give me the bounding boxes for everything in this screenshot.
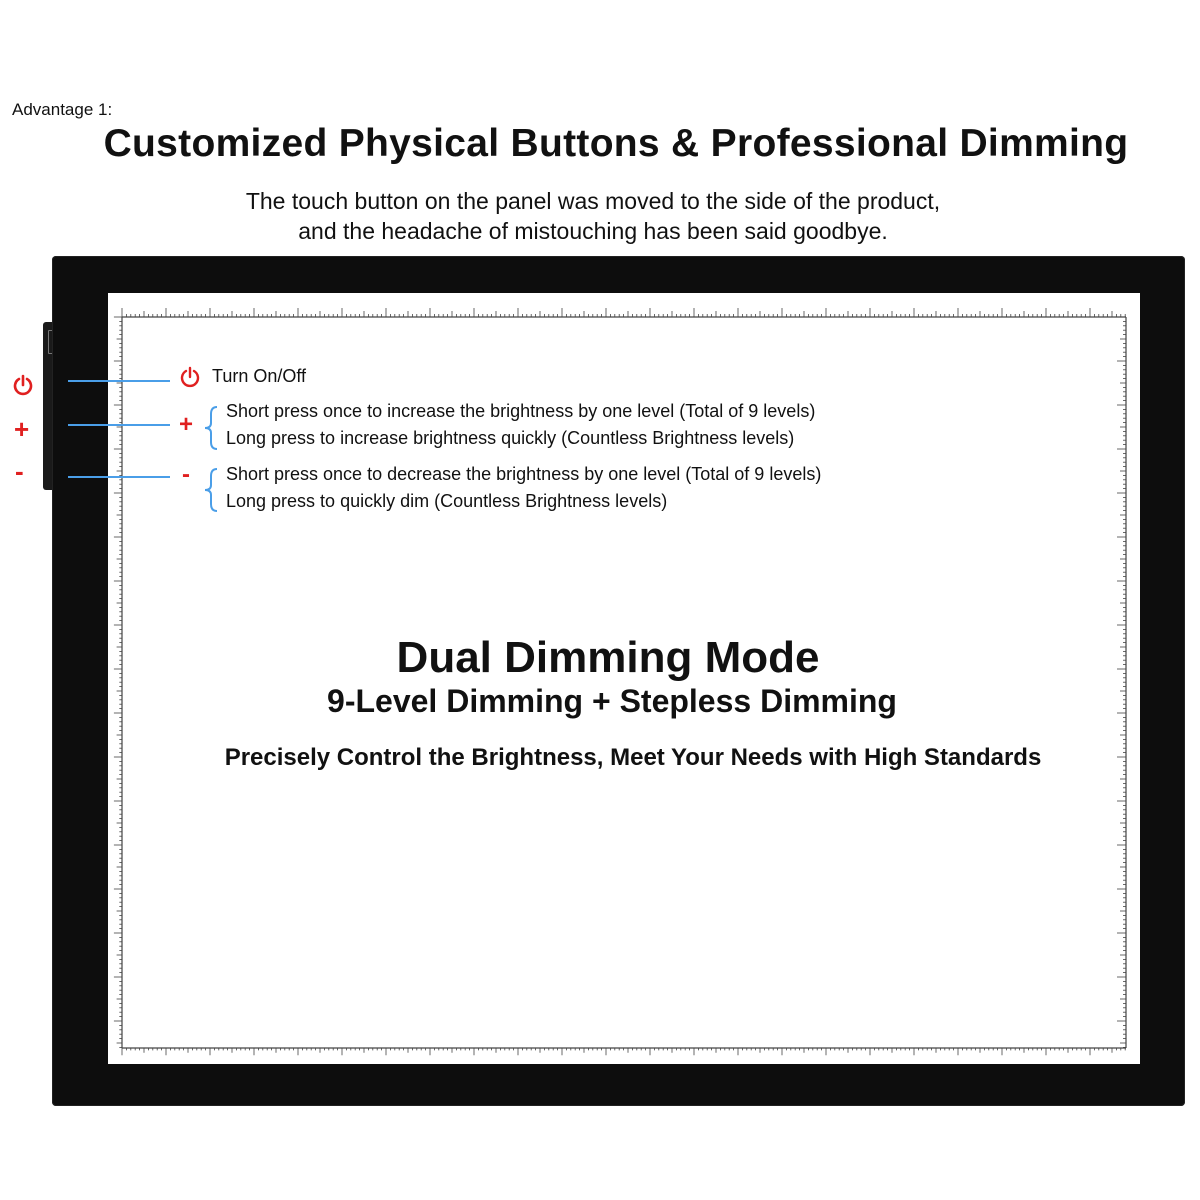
side-power-icon	[12, 374, 34, 398]
headline: Customized Physical Buttons & Professional Dimming	[103, 122, 1129, 165]
plus-brace-icon	[202, 404, 220, 452]
minus-connector-line	[68, 476, 170, 478]
intro-line-1: The touch button on the panel was moved to the side of the product,	[245, 188, 941, 214]
advantage-label: Advantage 1:	[12, 100, 113, 119]
dual-dimming-subtitle: 9-Level Dimming + Stepless Dimming	[327, 683, 897, 719]
side-minus-symbol: -	[15, 456, 24, 486]
side-plus-symbol: +	[14, 414, 30, 444]
plus-connector-line	[68, 424, 170, 426]
plus-symbol: +	[179, 411, 194, 438]
intro-text	[0, 186, 1186, 246]
plus-long-press: Long press to increase brightness quickly (Countless Brightness levels)	[226, 428, 795, 448]
plus-short-press: Short press once to increase the brightness by one level (Total of 9 levels)	[226, 401, 816, 421]
minus-short-press: Short press once to decrease the brightness by one level (Total of 9 levels)	[226, 464, 822, 484]
dual-dimming-title: Dual Dimming Mode	[396, 633, 820, 682]
minus-symbol: -	[182, 461, 190, 488]
dual-dimming-description: Precisely Control the Brightness, Meet Your Needs with High Standards	[224, 744, 1042, 771]
power-icon	[179, 366, 201, 390]
power-connector-line	[68, 380, 170, 382]
minus-brace-icon	[202, 466, 220, 514]
minus-long-press: Long press to quickly dim (Countless Brightness levels)	[226, 491, 668, 511]
intro-line-2: and the headache of mistouching has been said goodbye.	[298, 218, 888, 244]
power-label: Turn On/Off	[212, 366, 307, 386]
